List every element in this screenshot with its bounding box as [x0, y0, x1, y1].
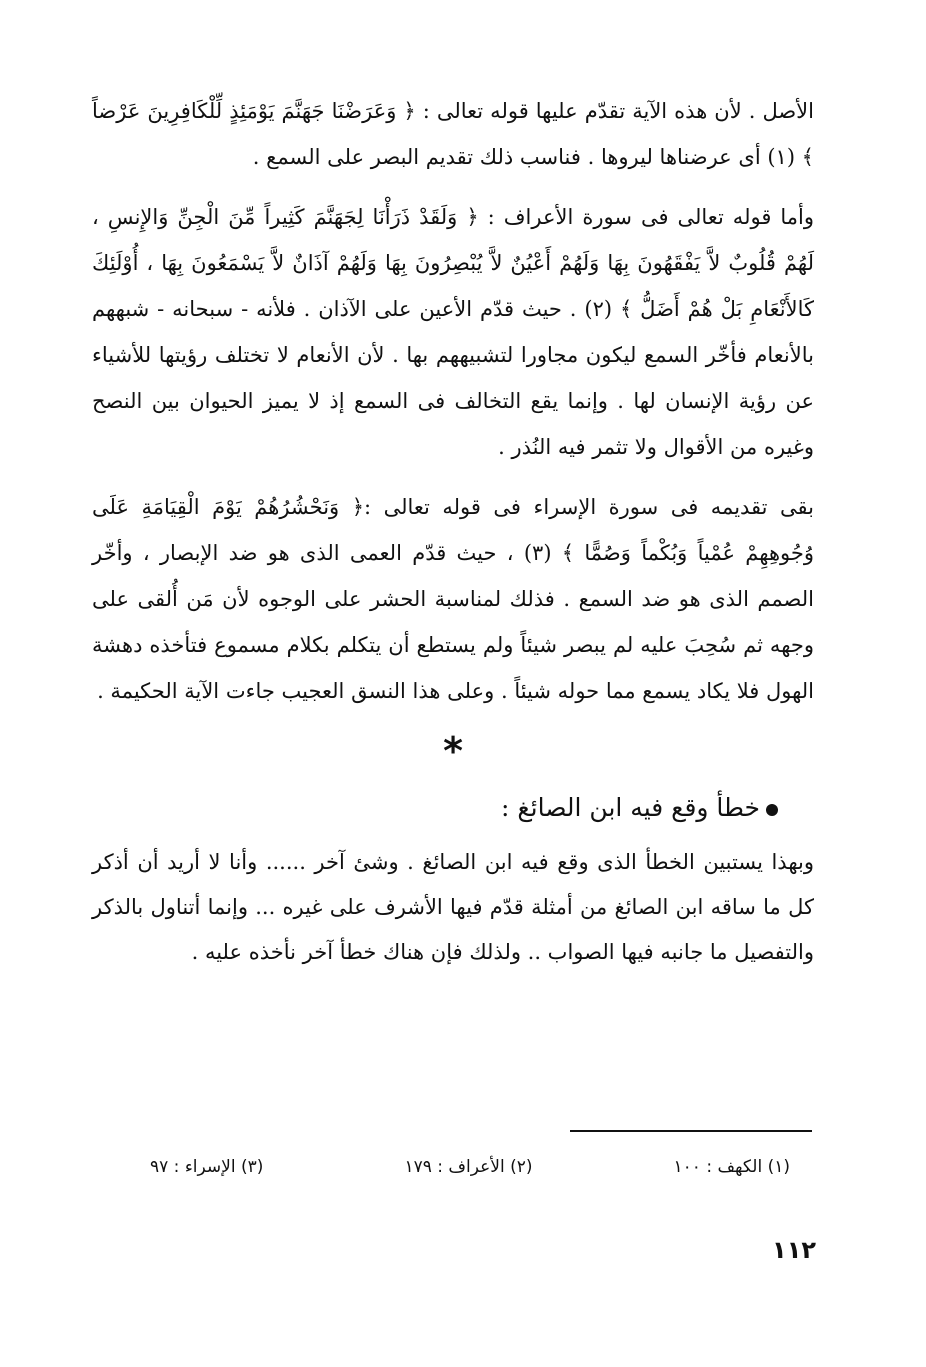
paragraph-2: وأما قوله تعالى فى سورة الأعراف : ﴿ وَلَقَدْ ذَرَأْنَا لِجَهَنَّمَ كَثِيراً مِّنَ الْجِنِّ وَالإِنسِ ، لَهُمْ قُلُوبٌ لاَّ يَفْقَهُونَ بِهَا وَلَهُمْ أَعْيُنٌ لاَّ يُبْصِرُونَ بِهَا وَلَهُمْ آذَانٌ لاَّ يَسْمَعُونَ بِهَا ، أُوْلَئِكَ كَالأَنْعَامِ بَلْ هُمْ أَضَلُّ ﴾ (٢) . حيث قدّم الأعين على الآذان . فلأنه - سبحانه - شبههم بالأنعام فأخّر السمع ليكون مجاورا لتشبيههم بها . لأن الأنعام لا تختلف رؤيتها للأشياء عن رؤية الإنسان لها . وإنما يقع التخالف فى السمع إذ لا يميز الحيوان بين النصح وغيره من الأقوال ولا تثمر فيه النُذر .	[92, 205, 814, 459]
section-separator: *	[443, 729, 463, 773]
section-heading-text: خطأ وقع فيه ابن الصائغ :	[500, 793, 760, 822]
footnote-2: (٢) الأعراف : ١٧٩	[404, 1157, 533, 1177]
paragraph-4: وبهذا يستبين الخطأ الذى وقع فيه ابن الصائغ . وشئ آخر ...... وأنا لا أريد أن أذكر كل ما ساقه ابن الصائغ من أمثلة قدّم فيها الأشرف على غيره ... وإنما أتناول بالذكر والتفصيل ما جانبه فيها الصواب .. ولذلك فإن هناك خطأ آخر نأخذه عليه .	[92, 850, 814, 964]
paragraph-1: الأصل . لأن هذه الآية تقدّم عليها قوله تعالى : ﴿ وَعَرَضْنَا جَهَنَّمَ يَوْمَئِذٍ لِّلْكَافِرِينَ عَرْضاً ﴾ (١) أى عرضناها ليروها . فناسب ذلك تقديم البصر على السمع .	[92, 99, 814, 169]
footnote-divider	[570, 1130, 812, 1132]
bullet-icon	[766, 804, 778, 816]
footnotes	[150, 1152, 790, 1182]
footnote-3: (٣) الإسراء : ٩٧	[150, 1157, 264, 1177]
page-number: ١١٢	[772, 1236, 816, 1264]
footnote-1: (١) الكهف : ١٠٠	[673, 1157, 790, 1177]
paragraph-3: بقى تقديمه فى سورة الإسراء فى قوله تعالى :﴿ وَنَحْشُرُهُمْ يَوْمَ الْقِيَامَةِ عَلَى وُجُوهِهِمْ عُمْياً وَبُكْماً وَصُمًّا ﴾ (٣) ، حيث قدّم العمى الذى هو ضد الإبصار ، وأخّر الصمم الذى هو ضد السمع . فذلك لمناسبة الحشر على الوجوه لأن مَن أُلقى على وجهه ثم سُحِبَ عليه لم يبصر شيئاً ولم يستطع أن يتكلم بكلام مسموع فتأخذه دهشة الهول فلا يكاد يسمع مما حوله شيئاً . وعلى هذا النسق العجيب جاءت الآية الحكيمة .	[92, 495, 814, 703]
section-heading	[92, 788, 814, 828]
page-body	[92, 88, 814, 975]
